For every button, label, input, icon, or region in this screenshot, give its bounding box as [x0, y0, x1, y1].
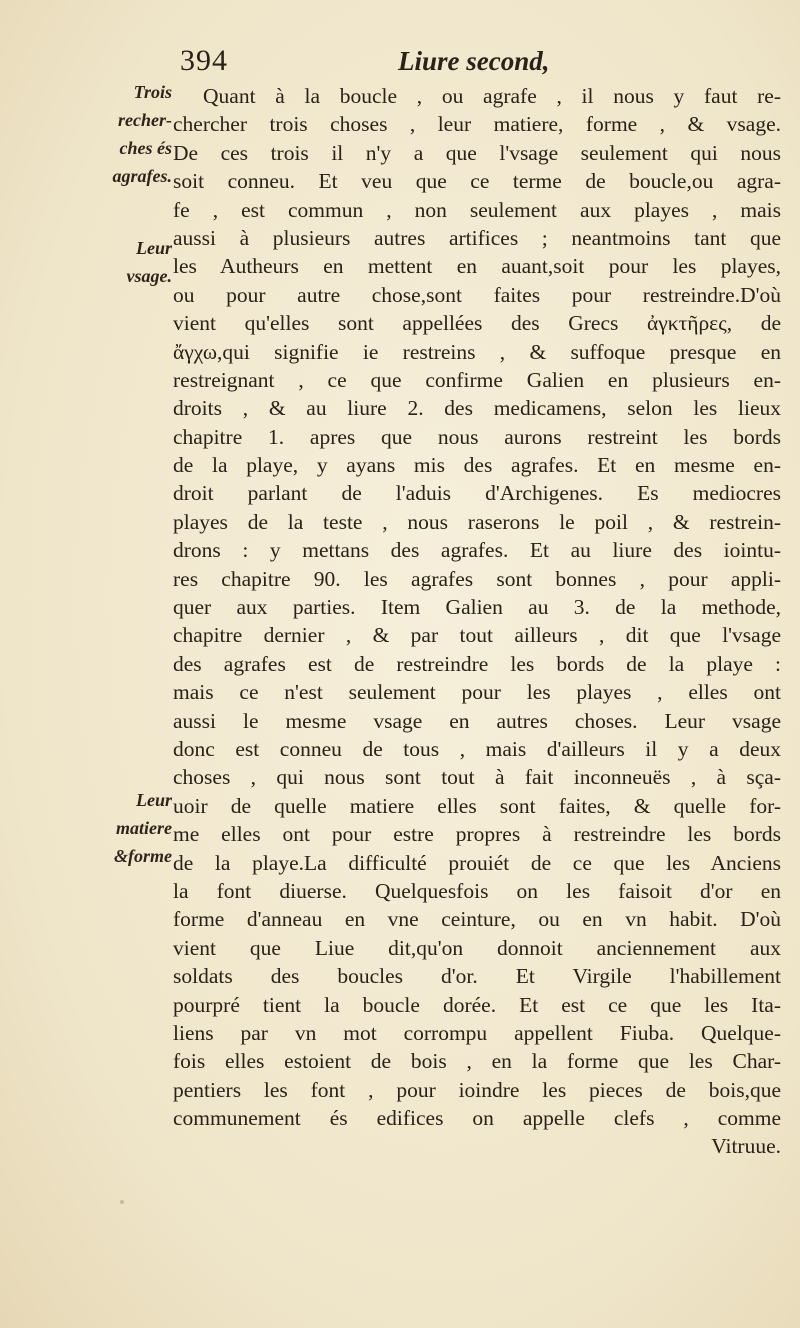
text-line: playes de la teste , nous raserons le poil , & restrein- [173, 509, 781, 534]
text-line: res chapitre 90. les agrafes sont bonnes , pour appli- [173, 566, 781, 591]
text-line: restreignant , ce que confirme Galien en plusieurs en- [173, 367, 781, 392]
text-line: vient qu'elles sont appellées des Grecs ἀγκτῆρες, de [173, 311, 781, 336]
text-line: soldats des boucles d'or. Et Virgile l'habillement [173, 964, 781, 989]
text-line: soit conneu. Et veu que ce terme de boucle,ou agra- [173, 169, 781, 194]
text-line: me elles ont pour estre propres à restreindre les bords [173, 822, 781, 847]
text-line: ou pour autre chose,sont faites pour restreindre.D'où [173, 282, 781, 307]
text-line: vient que Liue dit,qu'on donnoit anciennement aux [173, 935, 781, 960]
running-title: Liure second, [398, 46, 550, 76]
margin-note-leur-vsage: Leur vsage. [126, 238, 172, 286]
text-line: droits , & au liure 2. des medicamens, selon les lieux [173, 396, 781, 421]
text-line: pentiers les font , pour ioindre les pieces de bois,que [173, 1077, 781, 1102]
text-line: drons : y mettans des agrafes. Et au liure des iointu- [173, 538, 781, 563]
text-line: forme d'anneau en vne ceinture, ou en vn habit. D'où [173, 907, 781, 932]
text-line: fe , est commun , non seulement aux playes , mais [173, 197, 781, 222]
page-number: 394 [180, 44, 228, 77]
text-line: droit parlant de l'aduis d'Archigenes. Es mediocres [173, 481, 781, 506]
text-line: de la playe, y ayans mis des agrafes. Et en mesme en- [173, 453, 781, 478]
paper-stain [120, 1200, 124, 1204]
text-line: des agrafes est de restreindre les bords de la playe : [173, 651, 781, 676]
text-line: donc est conneu de tous , mais d'ailleurs il y a deux [173, 736, 781, 761]
text-line: chapitre dernier , & par tout ailleurs , dit que l'vsage [173, 623, 781, 648]
margin-note-trois-recherches: Trois recher- ches és agrafes. [112, 82, 172, 186]
text-line: liens par vn mot corrompu appellent Fiuba. Quelque- [173, 1020, 781, 1045]
text-line: quer aux parties. Item Galien au 3. de la methode, [173, 595, 781, 620]
text-line: chapitre 1. apres que nous aurons restreint les bords [173, 424, 781, 449]
text-line: mais ce n'est seulement pour les playes , elles ont [173, 680, 781, 705]
text-line: Quant à la boucle , ou agrafe , il nous y faut re- [203, 84, 781, 108]
text-line: pourpré tient la boucle dorée. Et est ce que les Ita- [173, 992, 781, 1017]
text-line: choses , qui nous sont tout à fait inconneuës , à sça- [173, 765, 781, 790]
text-line: chercher trois choses , leur matiere, forme , & vsage. [173, 112, 781, 137]
text-line: Vitruue. [711, 1134, 781, 1159]
text-line: uoir de quelle matiere elles sont faites, & quelle for- [173, 793, 781, 818]
text-line: de la playe.La difficulté prouiét de ce que les Anciens [173, 850, 781, 875]
body-text [173, 82, 781, 1161]
text-line: les Autheurs en mettent en auant,soit pour les playes, [173, 254, 781, 279]
text-line: fois elles estoient de bois , en la forme que les Char- [173, 1049, 781, 1074]
text-line: ἄγχω,qui signifie ie restreins , & suffoque presque en [173, 339, 781, 364]
text-line: De ces trois il n'y a que l'vsage seulement qui nous [173, 140, 781, 165]
text-line: aussi le mesme vsage en autres choses. Leur vsage [173, 708, 781, 733]
text-line: la font diuerse. Quelquesfois on les faisoit d'or en [173, 878, 781, 903]
text-line: communement és edifices on appelle clefs , comme [173, 1106, 781, 1131]
margin-note-leur-matiere: Leur matiere &forme [114, 790, 172, 866]
text-line: aussi à plusieurs autres artifices ; neantmoins tant que [173, 225, 781, 250]
